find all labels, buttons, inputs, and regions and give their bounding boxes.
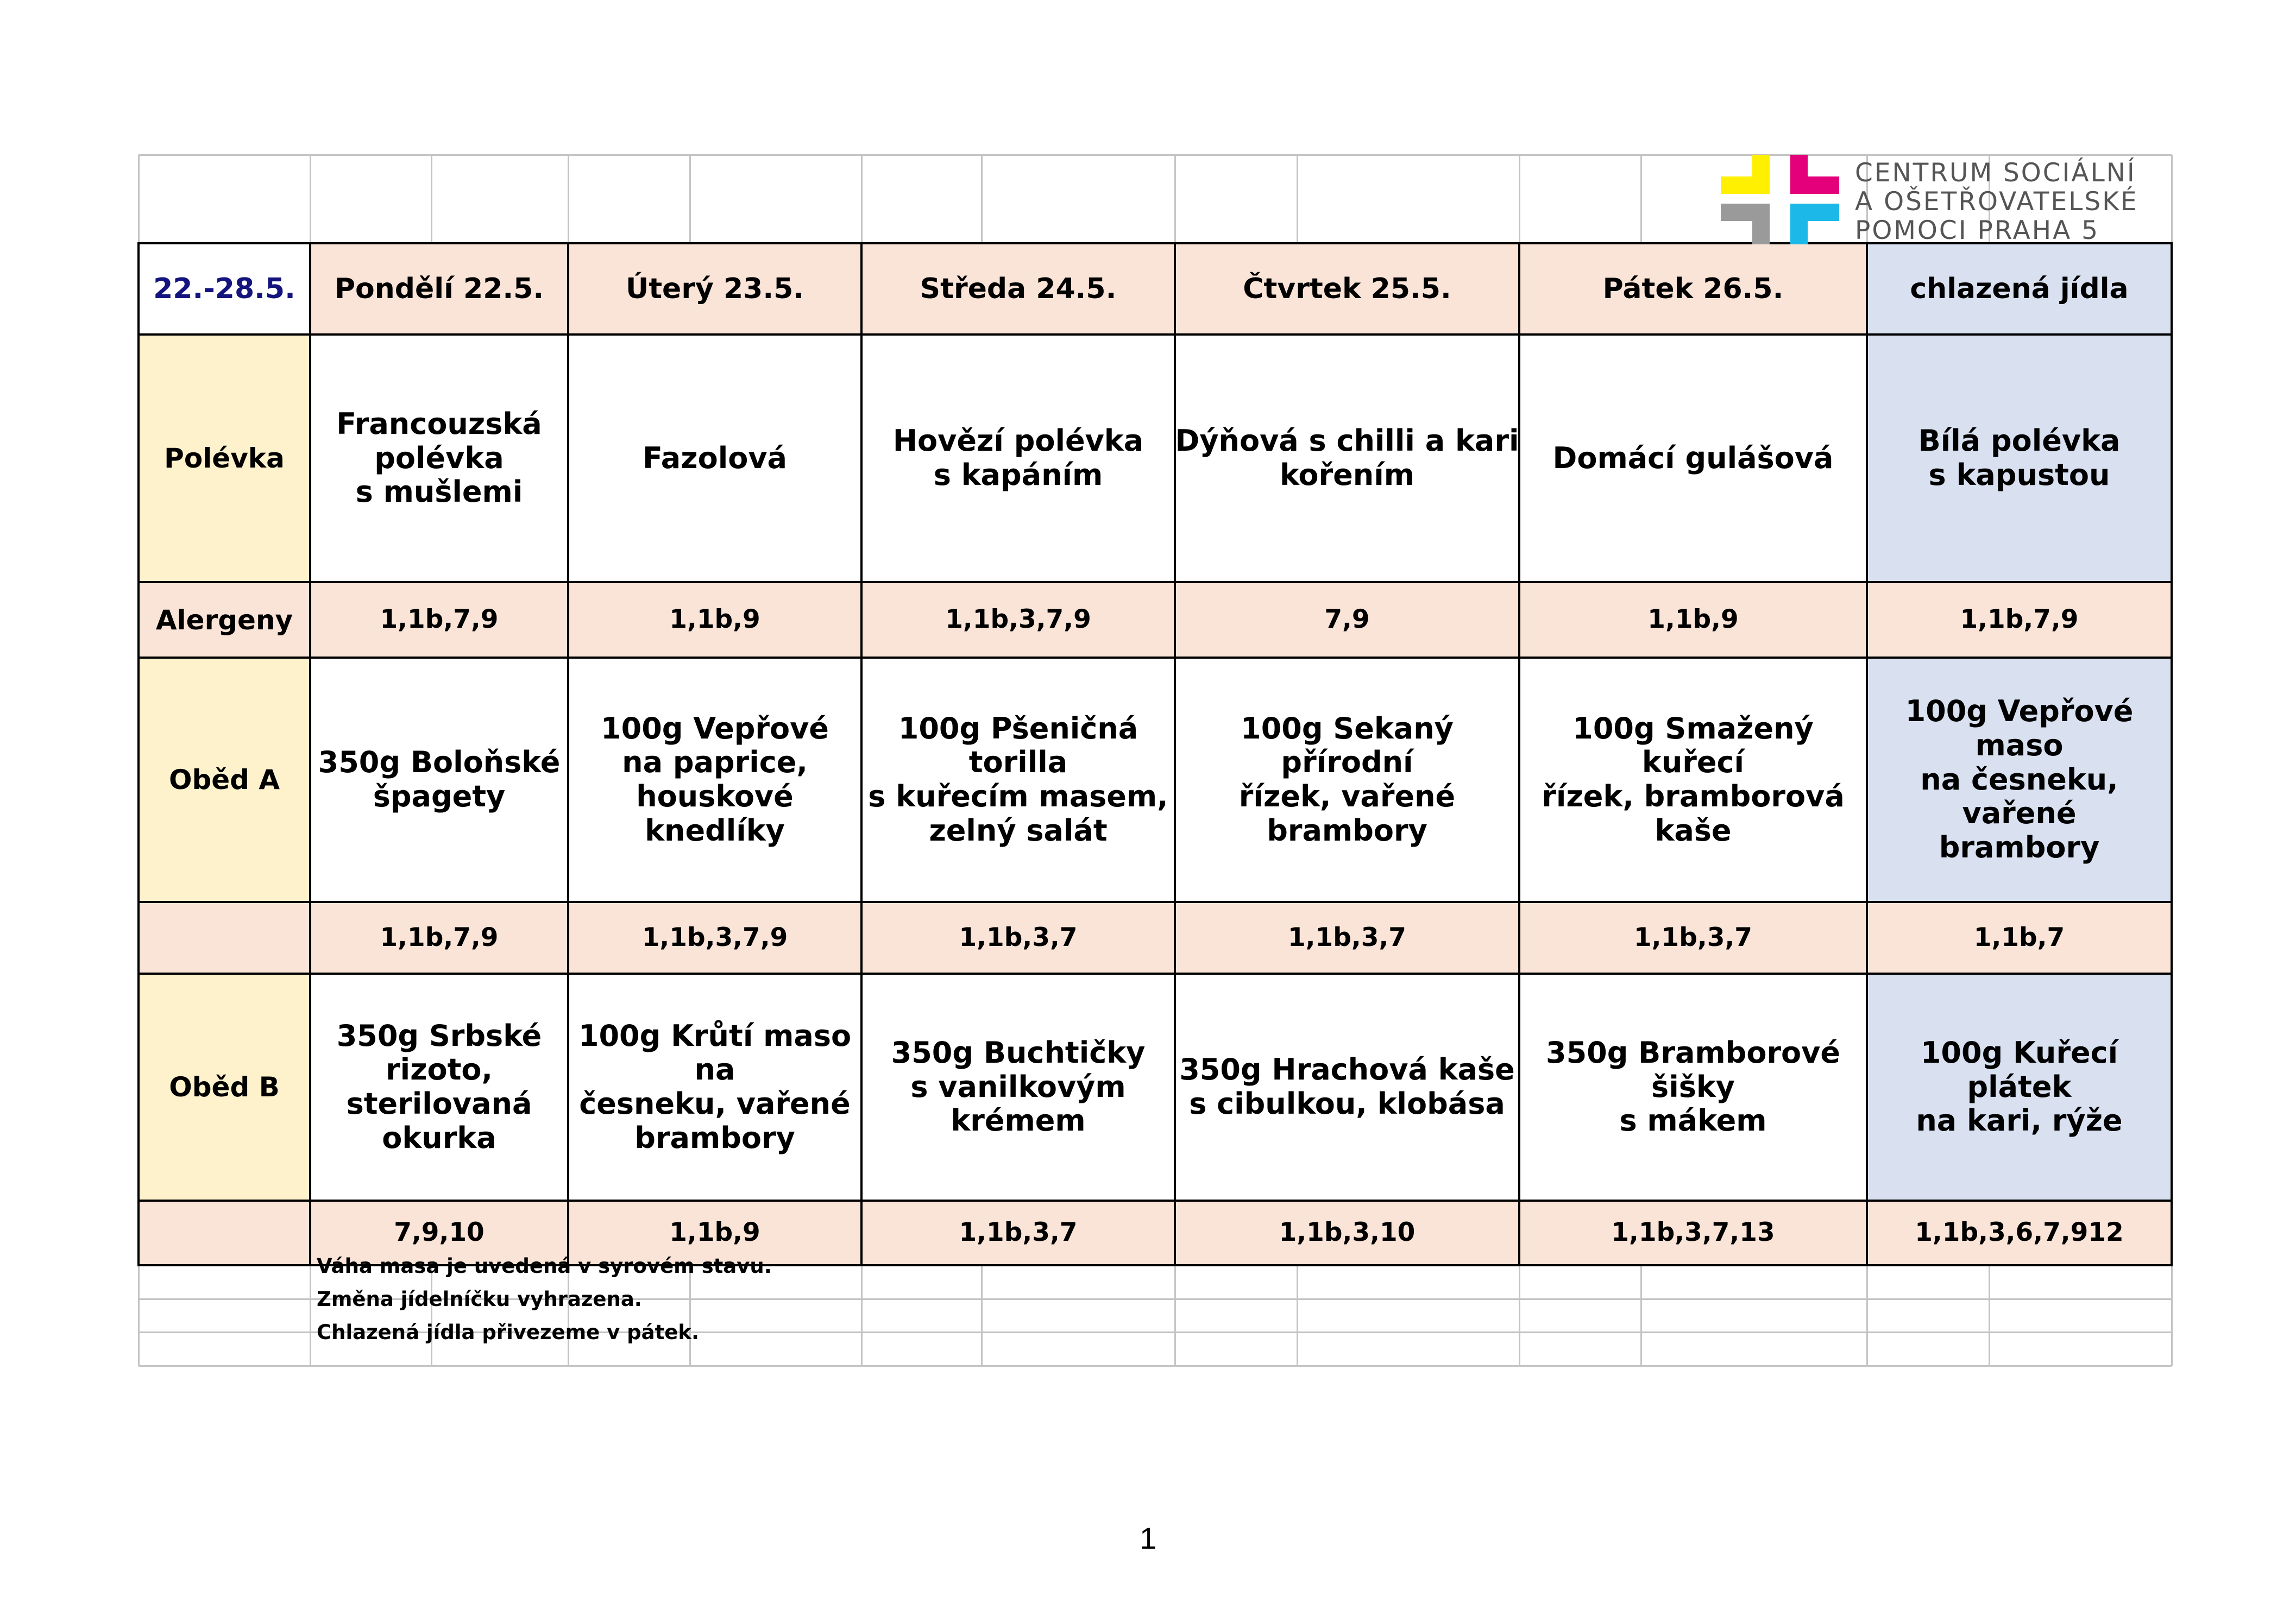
grid-line: [981, 155, 983, 243]
day-header-cell: [1175, 243, 1519, 335]
dish-name-cell: [1867, 658, 2172, 902]
dish-name-cell: [1175, 658, 1519, 902]
note-chilled-delivery: Chlazená jídla přivezeme v pátek.: [317, 1321, 700, 1344]
grid-line: [310, 1265, 311, 1366]
grid-line: [861, 1265, 863, 1366]
allergen-codes: 1,1b,7,9: [1960, 604, 2079, 635]
grid-line: [1297, 1265, 1298, 1366]
logo-yellow-stem: [1752, 155, 1770, 194]
dish-name-cell: [1175, 335, 1519, 582]
date-range-cell: [139, 243, 310, 335]
page-number: 1: [1140, 1521, 1157, 1555]
allergen-codes: 1,1b,7,9: [380, 604, 499, 635]
dish-name: 100g Kuřecí plátek na kari, rýže: [1916, 1036, 2123, 1138]
dish-name-cell: [568, 974, 861, 1201]
grid-line: [1640, 1265, 1642, 1366]
dish-name-cell: [1175, 974, 1519, 1201]
dish-name-cell: [1519, 974, 1867, 1201]
day-header: Pátek 26.5.: [1602, 272, 1784, 305]
grid-line: [431, 1265, 432, 1366]
grid-line: [981, 1265, 983, 1366]
day-header-cell: [1867, 243, 2172, 335]
dish-name-cell: [861, 974, 1175, 1201]
grid-line: [1519, 1265, 1520, 1366]
day-header-cell: [861, 243, 1175, 335]
allergen-codes: 1,1b,7: [1973, 922, 2065, 952]
row-label-cell: [139, 1201, 310, 1265]
grid-line: [2171, 1265, 2173, 1366]
dish-name: 350g Buchtičky s vanilkovým krémem: [891, 1036, 1146, 1138]
note-meat-weight: Váha masa je uvedená v syrovém stavu.: [317, 1254, 772, 1278]
allergen-codes-cell: [1867, 582, 2172, 658]
day-header: chlazená jídla: [1910, 272, 2129, 305]
row-label-cell: [139, 902, 310, 974]
dish-name-cell: [568, 335, 861, 582]
day-header: Čtvrtek 25.5.: [1243, 272, 1451, 305]
grid-line: [1174, 155, 1176, 243]
row-label: Alergeny: [155, 604, 293, 636]
allergen-codes-cell: [568, 582, 861, 658]
allergen-codes-cell: [310, 582, 568, 658]
dish-name-cell: [861, 335, 1175, 582]
grid-line: [431, 155, 432, 243]
dish-name-cell: [1519, 335, 1867, 582]
grid-line: [138, 155, 140, 243]
allergen-codes-cell: [568, 902, 861, 974]
allergen-codes: 1,1b,3,7: [959, 922, 1078, 952]
dish-name: 100g Sekaný přírodní řízek, vařené brambory: [1238, 711, 1456, 848]
logo-text-line-1: CENTRUM SOCIÁLNÍ: [1855, 158, 2136, 188]
logo-magenta-stem: [1790, 155, 1808, 194]
allergen-codes-cell: [1519, 582, 1867, 658]
allergen-codes-cell: [1519, 902, 1867, 974]
grid-line: [568, 1265, 569, 1366]
dish-name: 100g Pšeničná torilla s kuřecím masem, zelný salát: [868, 711, 1168, 848]
allergen-codes: 1,1b,3,7: [959, 1217, 1078, 1248]
dish-name: Dýňová s chilli a kari kořením: [1175, 424, 1519, 492]
allergen-codes: 1,1b,3,7: [1633, 922, 1753, 952]
grid-line: [689, 1265, 691, 1366]
dish-name-cell: [1519, 658, 1867, 902]
day-header-cell: [568, 243, 861, 335]
dish-name: 350g Bramborové šišky s mákem: [1546, 1036, 1840, 1138]
logo-text-line-2: A OŠETŘOVATELSKÉ: [1855, 187, 2138, 217]
logo-gray-stem: [1752, 204, 1770, 244]
grid-line: [689, 155, 691, 243]
dish-name-cell: [1867, 974, 2172, 1201]
date-range: 22.-28.5.: [153, 272, 295, 305]
dish-name-cell: [310, 658, 568, 902]
allergen-codes-cell: [1175, 582, 1519, 658]
allergen-codes-cell: [310, 902, 568, 974]
day-header: Úterý 23.5.: [625, 272, 804, 305]
allergen-codes-cell: [1175, 1201, 1519, 1265]
dish-name-cell: [310, 974, 568, 1201]
day-header: Středa 24.5.: [920, 272, 1117, 305]
row-label-cell: [139, 658, 310, 902]
allergen-codes: 1,1b,3,10: [1279, 1217, 1416, 1248]
dish-name: 350g Hrachová kaše s cibulkou, klobása: [1179, 1052, 1515, 1121]
grid-line: [138, 1265, 140, 1366]
allergen-codes: 1,1b,3,7: [1287, 922, 1407, 952]
dish-name: 350g Boloňské špagety: [318, 745, 561, 813]
grid-line: [1989, 1265, 1990, 1366]
dish-name-cell: [1867, 335, 2172, 582]
row-label: Polévka: [164, 443, 285, 474]
logo-cyan-stem: [1790, 204, 1808, 244]
allergen-codes-cell: [1519, 1201, 1867, 1265]
dish-name: Francouzská polévka s mušlemi: [336, 407, 542, 509]
allergen-codes-cell: [1175, 902, 1519, 974]
grid-line: [139, 1365, 2172, 1367]
dish-name-cell: [861, 658, 1175, 902]
allergen-codes-cell: [861, 582, 1175, 658]
allergen-codes-cell: [1867, 902, 2172, 974]
grid-line: [1174, 1265, 1176, 1366]
grid-line: [1519, 155, 1520, 243]
allergen-codes: 1,1b,7,9: [380, 922, 499, 952]
dish-name: Bílá polévka s kapustou: [1918, 424, 2121, 492]
grid-line: [310, 155, 311, 243]
grid-line: [1866, 1265, 1868, 1366]
grid-line: [568, 155, 569, 243]
allergen-codes-cell: [861, 902, 1175, 974]
day-header: Pondělí 22.5.: [334, 272, 544, 305]
note-menu-change: Změna jídelníčku vyhrazena.: [317, 1287, 642, 1311]
dish-name: 100g Vepřové na paprice, houskové knedlíky: [601, 711, 829, 848]
allergen-codes: 1,1b,9: [669, 1217, 760, 1248]
dish-name: Hovězí polévka s kapáním: [892, 424, 1144, 492]
allergen-codes-cell: [861, 1201, 1175, 1265]
row-label-cell: [139, 335, 310, 582]
dish-name: 100g Vepřové maso na česneku, vařené brambory: [1905, 694, 2134, 864]
allergen-codes: 1,1b,3,7,9: [945, 604, 1091, 635]
day-header-cell: [1519, 243, 1867, 335]
dish-name-cell: [568, 658, 861, 902]
allergen-codes: 1,1b,3,6,7,912: [1915, 1217, 2124, 1248]
allergen-codes: 7,9,10: [394, 1217, 485, 1248]
grid-line: [861, 155, 863, 243]
allergen-codes: 7,9: [1324, 604, 1370, 635]
row-label: Oběd A: [168, 764, 280, 796]
row-label-cell: [139, 582, 310, 658]
allergen-codes: 1,1b,9: [1647, 604, 1739, 635]
allergen-codes-cell: [1867, 1201, 2172, 1265]
dish-name: 100g Krůtí maso na česneku, vařené brambory: [578, 1018, 852, 1155]
dish-name: 100g Smažený kuřecí řízek, bramborová kaše: [1542, 711, 1845, 848]
grid-line: [1640, 155, 1642, 243]
allergen-codes: 1,1b,3,7,13: [1611, 1217, 1775, 1248]
logo-text-line-3: POMOCI PRAHA 5: [1855, 216, 2100, 245]
dish-name: Fazolová: [643, 440, 787, 475]
dish-name-cell: [310, 335, 568, 582]
row-label: Oběd B: [169, 1071, 280, 1103]
dish-name: Domácí gulášová: [1552, 440, 1834, 475]
dish-name: 350g Srbské rizoto, sterilovaná okurka: [336, 1018, 542, 1155]
row-label-cell: [139, 974, 310, 1201]
grid-line: [1297, 155, 1298, 243]
day-header-cell: [310, 243, 568, 335]
allergen-codes: 1,1b,3,7,9: [641, 922, 788, 952]
allergen-codes: 1,1b,9: [669, 604, 760, 635]
